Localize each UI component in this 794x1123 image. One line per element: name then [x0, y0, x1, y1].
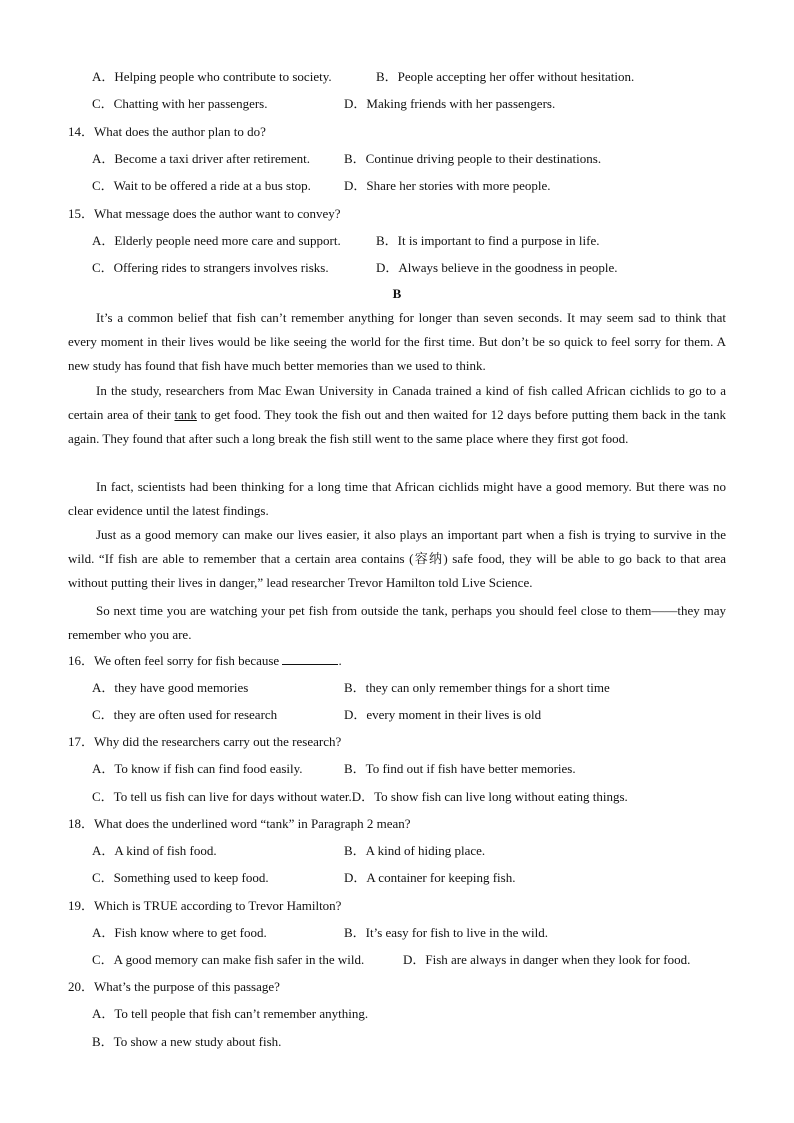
- passage-paragraph-2: [68, 379, 726, 452]
- q18-stem: 18．What does the underlined word “tank” in Paragraph 2 mean?: [68, 816, 411, 831]
- q15-stem: 15．What message does the author want to convey?: [68, 206, 341, 221]
- passage-paragraph-5: So next time you are watching your pet fish from outside the tank, perhaps you should feel close to them——they may remember who you are.: [68, 603, 726, 643]
- q14-option-d: D．Share her stories with more people.: [344, 178, 551, 193]
- p2-text-after: to get food. They took the fish out and then waited for 12 days before putting them back in the tank again. They found that after such a long break the fish still went to the same place where they first got food.: [68, 407, 727, 447]
- q16-stem-end: .: [338, 653, 342, 668]
- q19-option-b: B．It’s easy for fish to live in the wild.: [344, 925, 549, 940]
- q18-option-d: D．A container for keeping fish.: [344, 870, 516, 885]
- passage-paragraph-4: Just as a good memory can make our lives easier, it also plays an important part when a fish is trying to survive in the wild. “If fish are able to remember that a certain area contains (容纳) safe food, they will be able to go back to that area without putting their lives in danger,” lead researcher Trevor Hamilton told Live Science.: [68, 527, 726, 591]
- q14-option-c: C．Wait to be offered a ride at a bus stop.: [92, 178, 311, 193]
- q16-option-c: C．they are often used for research: [92, 707, 278, 722]
- p2-text-before: In the study, researchers from Mac Ewan University in Canada trained a kind of fish called African cichlids to go to a certain area of their: [68, 383, 726, 423]
- q15-option-c: C．Offering rides to strangers involves risks.: [92, 260, 329, 275]
- q18-option-c: C．Something used to keep food.: [92, 870, 269, 885]
- q19-option-c: C．A good memory can make fish safer in the wild.: [92, 952, 365, 967]
- q16-option-b: B．they can only remember things for a short time: [344, 680, 610, 695]
- q17-option-a: A．To know if fish can find food easily.: [92, 761, 303, 776]
- q19-option-d: D．Fish are always in danger when they look for food.: [403, 952, 691, 967]
- q14-option-a: A．Become a taxi driver after retirement.: [92, 151, 311, 166]
- q16-stem: [68, 652, 342, 669]
- passage-paragraph-1: It’s a common belief that fish can’t remember anything for longer than seven seconds. It may seem sad to think that every moment in their lives would be like seeing the world for the first time. But don’t be so quick to feel sorry for them. A new study has found that fish have much better memories than we used to think.: [68, 310, 726, 374]
- q14-stem: 14．What does the author plan to do?: [68, 124, 266, 139]
- q16-option-d: D．every moment in their lives is old: [344, 707, 542, 722]
- q16-stem-text: 16．We often feel sorry for fish because: [68, 653, 280, 668]
- q13-option-b: B．People accepting her offer without hesitation.: [376, 69, 635, 84]
- q17-option-b: B．To find out if fish have better memories.: [344, 761, 576, 776]
- q20-stem: 20．What’s the purpose of this passage?: [68, 979, 280, 994]
- q19-option-a: A．Fish know where to get food.: [92, 925, 267, 940]
- underlined-word-tank: tank: [174, 407, 197, 423]
- q16-option-a: A．they have good memories: [92, 680, 249, 695]
- q13-option-c: C．Chatting with her passengers.: [92, 96, 268, 111]
- q14-option-b: B．Continue driving people to their destinations.: [344, 151, 602, 166]
- q15-option-d: D．Always believe in the goodness in people.: [376, 260, 618, 275]
- q13-option-a: A．Helping people who contribute to society.: [92, 69, 332, 84]
- passage-paragraph-3: In fact, scientists had been thinking for a long time that African cichlids might have a good memory. But there was no clear evidence until the latest findings.: [68, 479, 726, 519]
- q19-stem: 19．Which is TRUE according to Trevor Hamilton?: [68, 898, 342, 913]
- q18-option-a: A．A kind of fish food.: [92, 843, 217, 858]
- section-b-heading: B: [392, 286, 402, 301]
- q20-option-a: A．To tell people that fish can’t remember anything.: [92, 1006, 369, 1021]
- answer-blank: [282, 652, 338, 665]
- q13-option-d: D．Making friends with her passengers.: [344, 96, 556, 111]
- q18-option-b: B．A kind of hiding place.: [344, 843, 486, 858]
- q17-option-cd: C．To tell us fish can live for days without water.D．To show fish can live long without eating things.: [92, 789, 628, 804]
- q15-option-b: B．It is important to find a purpose in life.: [376, 233, 600, 248]
- q15-option-a: A．Elderly people need more care and support.: [92, 233, 341, 248]
- q17-stem: 17．Why did the researchers carry out the research?: [68, 734, 342, 749]
- q20-option-b: B．To show a new study about fish.: [92, 1034, 282, 1049]
